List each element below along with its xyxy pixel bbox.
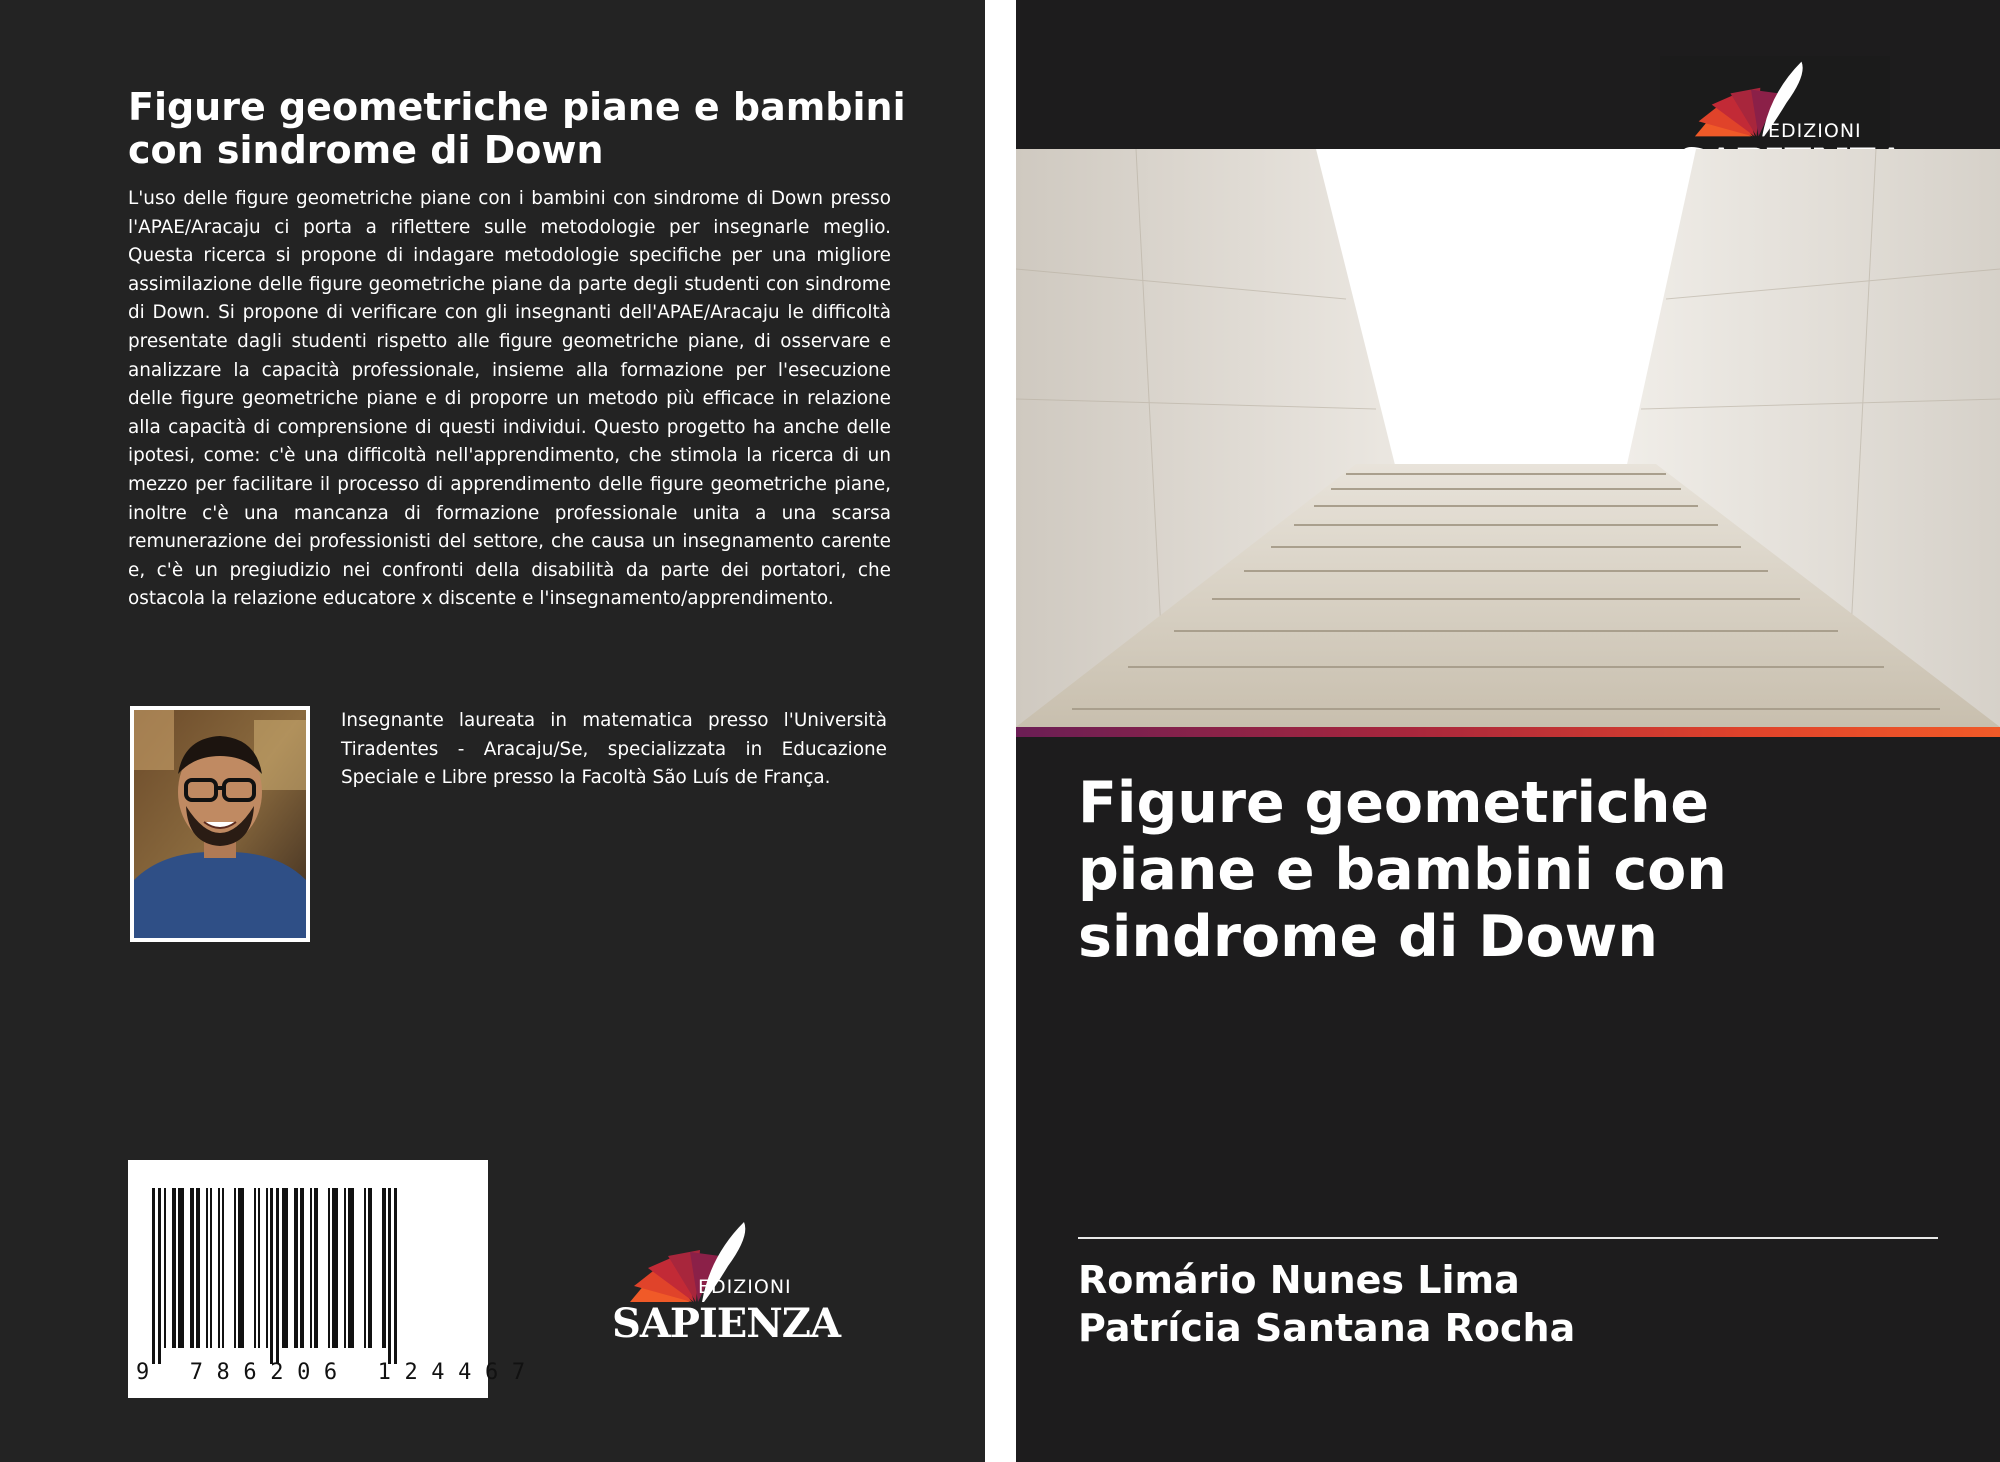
barcode-bar (348, 1188, 354, 1348)
barcode-bars (148, 1188, 468, 1364)
barcode-bar (394, 1188, 397, 1364)
front-cover-title (1078, 770, 1958, 971)
author-bio: Insegnante laureata in matematica presso l'Università Tiradentes - Aracaju/Se, specializzata in Educazione Speciale e Libre presso la Facoltà São Luís de França. (341, 710, 887, 789)
barcode-bar (314, 1188, 318, 1348)
accent-bar (1016, 727, 2000, 737)
barcode-bar (294, 1188, 298, 1348)
front-author-2: Patrícia Santana Rocha (1078, 1306, 1576, 1350)
barcode-bar (328, 1188, 330, 1348)
barcode-bar (382, 1188, 386, 1348)
isbn-number: 9 786206 124467 (136, 1360, 539, 1385)
barcode-bar (152, 1188, 155, 1364)
barcode-bar (344, 1188, 346, 1348)
front-title-line-3: sindrome di Down (1078, 904, 1658, 970)
front-author-1: Romário Nunes Lima (1078, 1258, 1520, 1302)
barcode-bar (206, 1188, 208, 1348)
barcode-bar (222, 1188, 224, 1348)
barcode-bar (196, 1188, 200, 1348)
front-title-line-1: Figure geometriche (1078, 770, 1710, 836)
publisher-logo-back (604, 1216, 840, 1354)
publisher-edizioni-label: EDIZIONI (698, 1276, 792, 1298)
barcode-bar (270, 1188, 273, 1364)
barcode-bar (172, 1188, 176, 1348)
barcode-bar (254, 1188, 256, 1348)
staircase-image (1016, 149, 2000, 727)
barcode-bar (258, 1188, 260, 1348)
author-photo (130, 706, 310, 942)
back-cover-title: Figure geometriche piane e bambini con sindrome di Down (128, 85, 906, 172)
back-cover-blurb: L'uso delle figure geometriche piane con i bambini con sindrome di Down presso l'APAE/Aracaju ci porta a riflettere sulle metodologie per insegnarle meglio. Questa ricerca si propone di indagare metodologie specifiche per una migliore assimilazione delle figure geometriche piane da parte degli studenti con sindrome di Down. Si propone di verificare con gli insegnanti dell'APAE/Aracaju le difficoltà presentate dagli studenti rispetto alle figure geometriche piane, di osservare e analizzare la capacità professionale, insieme alla formazione per l'esecuzione delle figure geometriche piane e di proporre un metodo più efficace in relazione alla capacità di comprensione di questi individui. Questo progetto ha anche delle ipotesi, come: c'è una difficoltà nell'apprendimento, che stimola la ricerca di un mezzo per facilitare il processo di apprendimento delle figure geometriche piane, inoltre c'è una mancanza di formazione professionale unita a una scarsa remunerazione dei professionisti del settore, che causa un insegnamento carente e, c'è un pregiudizio nei confronti della disabilità da parte dei portatori, che ostacola la relazione educatore x discente e l'insegnamento/apprendimento. (128, 188, 891, 610)
barcode-bar (300, 1188, 304, 1348)
cover-photo-staircase (1016, 149, 2000, 727)
barcode-bar (234, 1188, 236, 1348)
barcode-bar (158, 1188, 161, 1364)
barcode-bar (178, 1188, 184, 1348)
author-divider (1078, 1237, 1938, 1239)
publisher-name: SAPIENZA (612, 1300, 840, 1347)
barcode-bar (164, 1188, 166, 1348)
back-cover (0, 0, 985, 1462)
isbn-barcode (128, 1160, 539, 1398)
barcode-bar (282, 1188, 288, 1348)
author-portrait-image (134, 710, 306, 938)
barcode-bar (332, 1188, 338, 1348)
barcode-bar (210, 1188, 212, 1348)
barcode-bar (266, 1188, 268, 1348)
barcode-bar (276, 1188, 279, 1364)
barcode-bar (368, 1188, 372, 1348)
barcode-bar (364, 1188, 366, 1348)
front-title-line-2: piane e bambini con (1078, 837, 1727, 903)
publisher-edizioni-label: EDIZIONI (1768, 120, 1862, 142)
barcode-bar (218, 1188, 220, 1348)
barcode-bar (238, 1188, 244, 1348)
barcode-bar (310, 1188, 312, 1348)
barcode-bar (388, 1188, 391, 1364)
barcode-bar (190, 1188, 194, 1348)
